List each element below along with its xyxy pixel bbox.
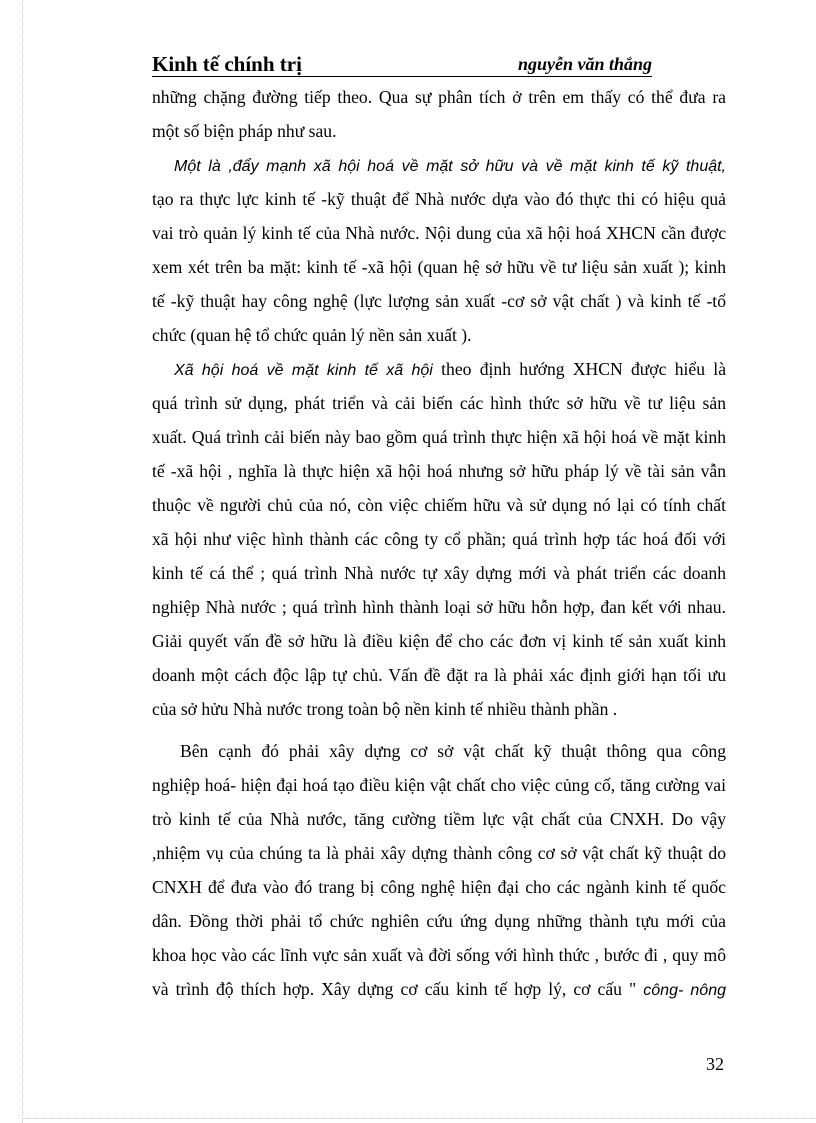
header-subject: Kinh tế chính trị <box>152 52 302 76</box>
paragraph-intro <box>152 80 726 148</box>
text-line: nghiệp Nhà nước ; quá trình hình thành loại sở hữu hỗn hợp, đan kết với nhau. <box>152 597 726 617</box>
page-header <box>152 52 652 78</box>
text-line: ,nhiệm vụ của chúng ta là phải xây dựng thành công cơ sở vật chất kỹ thuật do <box>152 843 726 863</box>
text-line: thuộc về người chủ của nó, còn việc chiếm hữu và sử dụng nó lại có tính chất <box>152 495 726 515</box>
text-line: Bên cạnh đó phải xây dựng cơ sở vật chất kỹ thuật thông qua công <box>180 741 726 761</box>
text-line: CNXH để đưa vào đó trang bị công nghệ hiện đại cho các ngành kinh tế quốc <box>152 877 726 897</box>
text-line: dân. Đồng thời phải tổ chức nghiên cứu ứng dụng những thành tựu mới của <box>152 911 726 931</box>
text-line: Giải quyết vấn đề sở hữu là điều kiện để cho các đơn vị kinh tế sản xuất kinh <box>152 631 726 651</box>
italic-heading: Xã hội hoá về mặt kinh tế xã hội <box>174 362 433 379</box>
paragraph-measure-one <box>152 148 726 352</box>
text-line <box>152 352 726 386</box>
text-line: tế -kỹ thuật hay công nghệ (lực lượng sản xuất -cơ sở vật chất ) và kinh tế -tổ <box>152 291 726 311</box>
text-span: và trình độ thích hợp. Xây dựng cơ cấu kinh tế hợp lý, cơ cấu " <box>152 979 637 999</box>
text-line: xuất. Quá trình cải biến này bao gồm quá trình thực hiện xã hội hoá về mặt kinh <box>152 427 726 447</box>
text-line: của sở hửu Nhà nước trong toàn bộ nền kinh tế nhiều thành phần . <box>152 699 618 719</box>
page-bottom-rule <box>22 1118 816 1119</box>
paragraph-spacer <box>152 726 726 734</box>
text-line: doanh một cách độc lập tự chủ. Vấn đề đặt ra là phải xác định giới hạn tối ưu <box>152 665 726 685</box>
text-line: nghiệp hoá- hiện đại hoá tạo điều kiện vật chất cho việc củng cố, tăng cường vai <box>152 775 726 795</box>
italic-term: công- nông <box>636 982 726 999</box>
text-line: chức (quan hệ tổ chức quản lý nền sản xuất ). <box>152 325 472 345</box>
text-line: xã hội như việc hình thành các công ty cổ phần; quá trình hợp tác hoá đối với <box>152 529 726 549</box>
text-line: trò kinh tế của Nhà nước, tăng cường tiềm lực vật chất của CNXH. Do vậy <box>152 809 726 829</box>
text-span: theo định hướng XHCN được hiểu là <box>432 359 726 379</box>
text-line: tạo ra thực lực kinh tế -kỹ thuật để Nhà nước dựa vào đó thực thi có hiệu quả <box>152 189 726 209</box>
text-line <box>152 972 726 1006</box>
header-underline <box>152 76 652 77</box>
page-number: 32 <box>706 1054 724 1074</box>
text-line: tế -xã hội , nghĩa là thực hiện xã hội hoá nhưng sở hữu pháp lý về tài sản vẫn <box>152 461 726 481</box>
text-line: xem xét trên ba mặt: kinh tế -xã hội (quan hệ sở hữu về tư liệu sản xuất ); kinh <box>152 257 726 277</box>
text-line <box>152 148 726 182</box>
text-line: quá trình sử dụng, phát triển và cải biến các hình thức sở hữu về tư liệu sản <box>152 393 726 413</box>
header-author: nguyễn văn thắng <box>517 54 652 74</box>
text-line: những chặng đường tiếp theo. Qua sự phân tích ở trên em thấy có thể đưa ra <box>152 87 726 107</box>
text-line: khoa học vào các lĩnh vực sản xuất và đời sống với hình thức , bước đi , quy mô <box>152 945 726 965</box>
text-line: vai trò quản lý kinh tế của Nhà nước. Nội dung của xã hội hoá XHCN cần được <box>152 223 726 243</box>
text-line: kinh tế cá thể ; quá trình Nhà nước tự xây dựng mới và phát triển các doanh <box>152 563 726 583</box>
document-body <box>152 80 726 1006</box>
paragraph-socialization <box>152 352 726 726</box>
text-line: một số biện pháp như sau. <box>152 121 337 141</box>
italic-heading: Một là ,đẩy mạnh xã hội hoá về mặt sở hữu và về mặt kinh tế kỹ thuật, <box>174 158 726 175</box>
paragraph-infrastructure <box>152 734 726 1006</box>
